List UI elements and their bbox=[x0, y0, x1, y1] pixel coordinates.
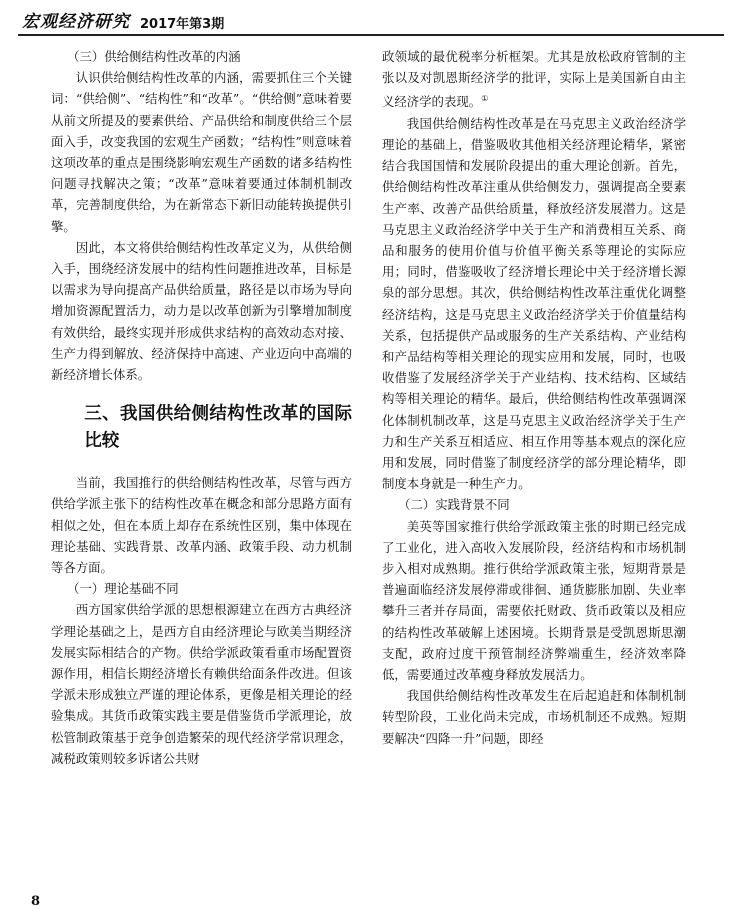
subsection-heading: （二）实践背景不同 bbox=[398, 497, 510, 513]
left-column bbox=[51, 46, 352, 769]
paragraph: 当前，我国推行的供给侧结构性改革，尽管与西方供给学派主张下的结构性改革在概念和部分思路方面有相似之处，但在本质上却存在系统性区别，集中体现在理论基础、实践背景、改革内涵、政策手段、动力机制等各方面。 bbox=[51, 475, 352, 576]
paragraph: 我国供给侧结构性改革是在马克思主义政治经济学理论的基础上，借鉴吸收其他相关经济理论精华，紧密结合我国国情和发展阶段提出的重大理论创新。首先，供给侧结构性改革注重从供给侧发力，强调提高全要素生产率、改善产品供给质量，释放经济发展潜力。这是马克思主义政治经济学中关于生产和消费相互关系、商品和服务的使用价值与价值平衡关系等理论的实际应用；同时，借鉴吸收了经济增长理论中关于经济增长源泉的部分思想。其次，供给侧结构性改革注重优化调整经济结构，这是马克思主义政治经济学关于价值量结构关系，包括提供产品或服务的生产关系结构、产业结构和产品结构等相关理论的现实应用和发展，同时，也吸收借鉴了发展经济学关于产业结构、技术结构、区域结构等相关理论的精华。最后，供给侧结构性改革强调深化体制机制改革，这是马克思主义政治经济学关于生产力和生产关系互相适应、相互作用等基本观点的深化应用和发展，同时借鉴了制度经济学的部分理论精华，即制度本身就是一种生产力。 bbox=[382, 115, 686, 492]
subsection-heading: （三）供给侧结构性改革的内涵 bbox=[67, 49, 241, 64]
paragraph: 认识供给侧结构性改革的内涵，需要抓住三个关键词：“供给侧”、“结构性”和“改革”。“供给侧”意味着要从前文所提及的要素供给、产品供给和制度供给三个层面入手，改变我国的宏观生产函数；“结构性”则意味着这项改革的重点是围绕影响宏观生产函数的诸多结构性问题寻找解决之策；“改革”意味着要通过体制机制改革，完善制度供给，为在新常态下新旧动能转换提供引擎。 bbox=[51, 70, 352, 234]
paragraph: 因此，本文将供给侧结构性改革定义为，从供给侧入手，围绕经济发展中的结构性问题推进改革，目标是以需求为导向提高产品供给质量，路径是以市场为导向增加资源配置活力，动力是以改革创新为引擎增加制度有效供给，最终实现并形成供求结构的高效动态对接、生产力得到解放、经济保持中高速、产业迈向中高端的新经济增长体系。 bbox=[51, 239, 352, 383]
paragraph: 西方国家供给学派的思想根源建立在西方古典经济学理论基础之上，是西方自由经济理论与欧美当期经济发展实际相结合的产物。供给学派政策看重市场配置资源作用，相信长期经济增长有赖供给面条件改进。但该学派未形成独立严谨的理论体系，更像是相关理论的经验集成。其货币政策实践主要是借鉴货币学派理论，放松管制政策基于竞争创造繁荣的现代经济学常识理念，减税政策则较多诉诸公共财 bbox=[51, 602, 352, 766]
paragraph: 我国供给侧结构性改革发生在后起追赶和体制机制转型阶段，工业化尚未完成，市场机制还不成熟。短期要解决“四降一升”问题，即经 bbox=[382, 688, 686, 746]
paragraph-text: 政领域的最优税率分析框架。尤其是放松政府管制的主张以及对凯恩斯经济学的批评，实际上是美国新自由主义经济学的表现。 bbox=[382, 49, 686, 110]
footnote-marker: ① bbox=[481, 94, 489, 104]
subsection-heading: （一）理论基础不同 bbox=[67, 581, 179, 597]
paragraph: 美英等国家推行供给学派政策主张的时期已经完成了工业化，进入高收入发展阶段，经济结构和市场机制步入相对成熟期。推行供给学派政策主张，短期背景是普遍面临经济发展停滞或徘徊、通货膨胀加剧、失业率攀升三者并存局面，需要依托财政、货币政策以及相应的结构性改革破解上述困境。长期背景是受凯恩斯思潮支配，政府过度干预管制经济弊端重生，经济效率降低，需要通过改革瘦身释放发展活力。 bbox=[382, 518, 686, 683]
paragraph bbox=[382, 46, 686, 113]
issue-label: 2017年第3期 bbox=[140, 17, 225, 32]
journal-title: 宏观经济研究 bbox=[22, 12, 130, 32]
header-rule bbox=[18, 34, 724, 36]
page-number: 8 bbox=[31, 894, 41, 909]
right-column bbox=[382, 46, 686, 749]
section-heading: 三、我国供给侧结构性改革的国际比较 bbox=[84, 404, 352, 452]
running-header bbox=[22, 6, 224, 32]
